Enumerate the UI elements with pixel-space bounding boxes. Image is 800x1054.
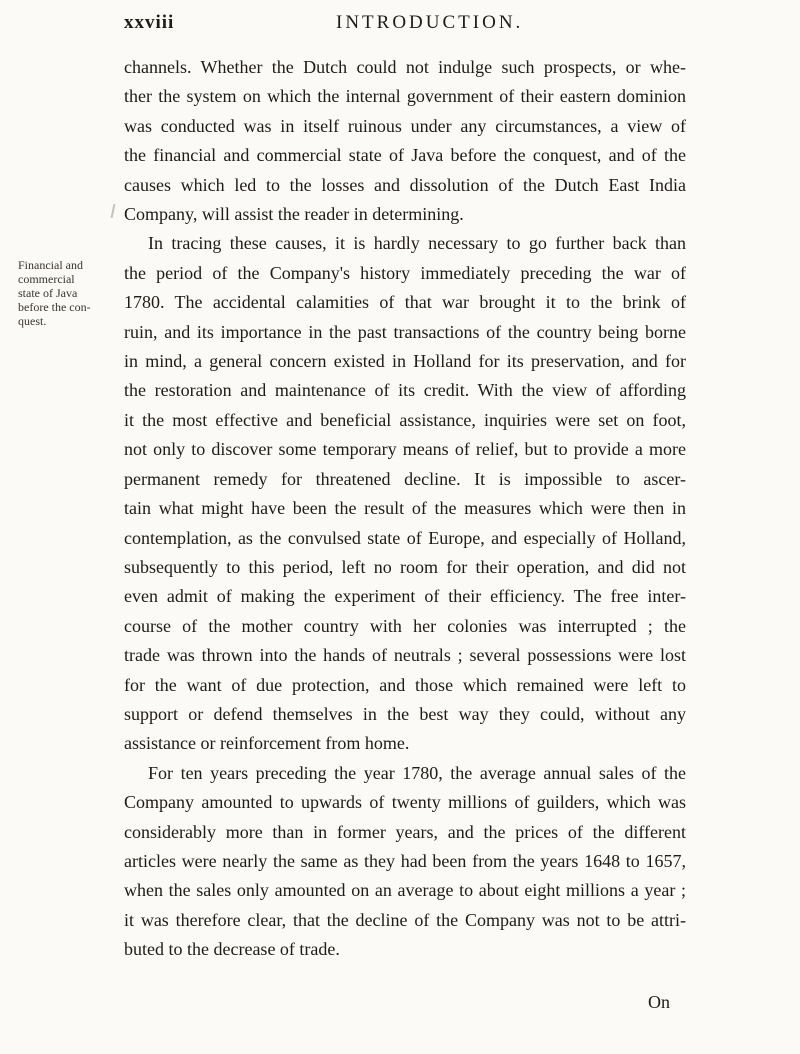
text-line: the restoration and maintenance of its credit. With the view of affording bbox=[124, 380, 686, 401]
text-line: it the most effective and beneficial assistance, inquiries were set on foot, bbox=[124, 409, 686, 430]
text-line: For ten years preceding the year 1780, the average annual sales of the bbox=[148, 762, 686, 783]
text-line: tain what might have been the result of the measures which were then in bbox=[124, 498, 686, 519]
catchword: On bbox=[648, 992, 670, 1012]
text-line: course of the mother country with her colonies was interrupted ; the bbox=[124, 615, 686, 636]
page-number: xxviii bbox=[124, 12, 175, 33]
text-line: buted to the decrease of trade. bbox=[124, 939, 340, 960]
text-line: 1780. The accidental calamities of that war brought it to the brink of bbox=[124, 292, 686, 313]
marginal-note bbox=[18, 258, 102, 328]
body-text bbox=[124, 53, 686, 965]
text-line: permanent remedy for threatened decline. It is impossible to ascer- bbox=[124, 468, 686, 489]
marginal-note-line: commercial bbox=[18, 272, 75, 286]
marginal-note-line: Financial and bbox=[18, 258, 83, 272]
text-line: not only to discover some temporary means of relief, but to provide a more bbox=[124, 439, 686, 460]
text-line: it was therefore clear, that the decline of the Company was not to be attri- bbox=[124, 909, 686, 930]
text-line: when the sales only amounted on an average to about eight millions a year ; bbox=[124, 880, 686, 901]
text-line: assistance or reinforcement from home. bbox=[124, 733, 410, 754]
text-line: ruin, and its importance in the past transactions of the country being borne bbox=[124, 321, 686, 342]
text-line: for the want of due protection, and those which remained were left to bbox=[124, 674, 686, 695]
text-line: the period of the Company's history immediately preceding the war of bbox=[124, 262, 686, 283]
marginal-note-line: before the con- bbox=[18, 300, 91, 314]
text-line: contemplation, as the convulsed state of Europe, and especially of Holland, bbox=[124, 527, 686, 548]
text-line: trade was thrown into the hands of neutrals ; several possessions were lost bbox=[124, 645, 686, 666]
text-line: subsequently to this period, left no room for their operation, and did not bbox=[124, 556, 686, 577]
text-line: in mind, a general concern existed in Holland for its preservation, and for bbox=[124, 351, 686, 372]
text-line: channels. Whether the Dutch could not indulge such prospects, or whe- bbox=[124, 57, 686, 77]
text-line: support or defend themselves in the best way they could, without any bbox=[124, 703, 686, 724]
marginal-note-line: state of Java bbox=[18, 286, 78, 300]
text-line: considerably more than in former years, and the prices of the different bbox=[124, 821, 686, 842]
running-title: INTRODUCTION. bbox=[336, 12, 524, 33]
marginal-note-line: quest. bbox=[18, 314, 47, 328]
text-line: In tracing these causes, it is hardly necessary to go further back than bbox=[148, 233, 686, 254]
text-line: Company amounted to upwards of twenty millions of guilders, which was bbox=[124, 792, 686, 813]
text-line: was conducted was in itself ruinous under any circumstances, a view of bbox=[124, 115, 686, 136]
text-line: Company, will assist the reader in determining. bbox=[124, 204, 464, 225]
text-line: even admit of making the experiment of their efficiency. The free inter- bbox=[124, 586, 686, 607]
text-line: ther the system on which the internal government of their eastern dominion bbox=[124, 86, 686, 107]
text-line: articles were nearly the same as they had been from the years 1648 to 1657, bbox=[124, 850, 686, 871]
text-line: causes which led to the losses and dissolution of the Dutch East India bbox=[124, 174, 686, 195]
ink-speck bbox=[111, 204, 116, 218]
page-header bbox=[124, 12, 686, 40]
text-line: the financial and commercial state of Java before the conquest, and of the bbox=[124, 145, 686, 166]
